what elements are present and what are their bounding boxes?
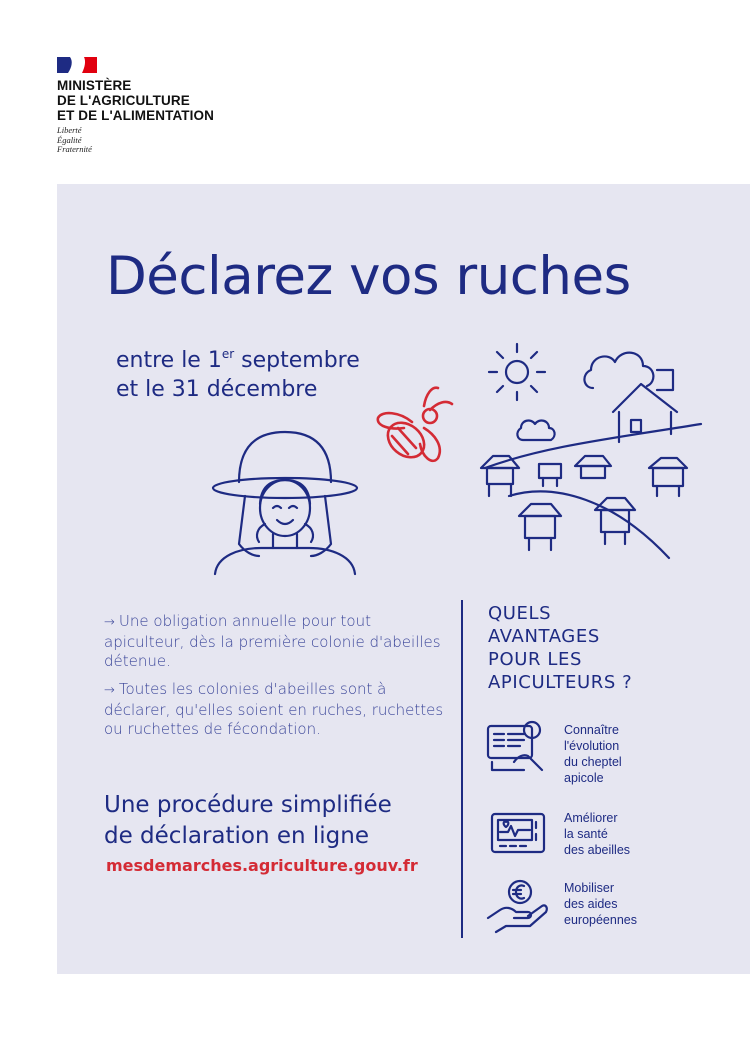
monitor-health-icon bbox=[484, 808, 550, 868]
declaration-url-link[interactable]: mesdemarches.agriculture.gouv.fr bbox=[106, 856, 418, 875]
advantages-heading-line: AVANTAGES bbox=[488, 626, 600, 647]
declaration-dates bbox=[116, 340, 360, 404]
poster-title: Déclarez vos ruches bbox=[106, 246, 631, 307]
dates-end-text: et le 31 décembre bbox=[116, 377, 318, 402]
bullet-text: Une obligation annuelle pour tout apiculteur, dès la première colonie d'abeilles détenue. bbox=[104, 612, 441, 670]
advantages-heading-line: APICULTEURS ? bbox=[488, 672, 633, 693]
bee-icon bbox=[372, 382, 462, 468]
advantage-line: européennes bbox=[564, 913, 637, 927]
ministry-line: DE L'AGRICULTURE bbox=[57, 93, 190, 108]
arrow-icon: → bbox=[104, 683, 115, 698]
advantage-line: Améliorer bbox=[564, 811, 618, 825]
dates-start-month: septembre bbox=[234, 348, 360, 373]
euro-hand-icon bbox=[484, 874, 550, 934]
advantages-heading-line: POUR LES bbox=[488, 649, 583, 670]
motto-line: Liberté bbox=[57, 125, 82, 135]
republic-motto bbox=[57, 126, 92, 155]
ordinal-suffix: er bbox=[221, 347, 235, 361]
ministry-name bbox=[57, 78, 257, 123]
advantages-heading-line: QUELS bbox=[488, 603, 552, 624]
advantages-heading bbox=[488, 602, 632, 694]
advantage-line: la santé bbox=[564, 827, 608, 841]
vertical-divider bbox=[461, 600, 463, 938]
advantage-line: apicole bbox=[564, 771, 604, 785]
ministry-line: ET DE L'ALIMENTATION bbox=[57, 108, 214, 123]
apiary-landscape-illustration-icon bbox=[465, 330, 705, 560]
motto-line: Fraternité bbox=[57, 144, 92, 154]
advantage-line: du cheptel bbox=[564, 755, 622, 769]
advantage-line: des abeilles bbox=[564, 843, 631, 857]
advantage-text bbox=[564, 880, 674, 928]
beekeeper-illustration-icon bbox=[205, 424, 365, 576]
advantage-line: Mobiliser bbox=[564, 881, 615, 895]
bullet-text: Toutes les colonies d'abeilles sont à déclarer, qu'elles soient en ruches, ruchettes ou ruchettes de fécondation. bbox=[104, 680, 444, 738]
advantage-text bbox=[564, 810, 674, 858]
dates-start-text: entre le 1 bbox=[116, 348, 222, 373]
procedure-heading bbox=[104, 790, 464, 852]
french-flag-logo bbox=[57, 57, 97, 73]
procedure-line: Une procédure simplifiée bbox=[104, 792, 392, 818]
advantage-line: l'évolution bbox=[564, 739, 620, 753]
arrow-icon: → bbox=[104, 615, 115, 630]
advantage-line: des aides bbox=[564, 897, 618, 911]
bullet-item bbox=[104, 680, 444, 740]
tablet-hand-icon bbox=[484, 716, 550, 776]
motto-line: Égalité bbox=[57, 134, 82, 145]
advantage-line: Connaître bbox=[564, 723, 619, 737]
procedure-line: de déclaration en ligne bbox=[104, 823, 370, 849]
ministry-line: MINISTÈRE bbox=[57, 78, 132, 93]
bullet-item bbox=[104, 612, 444, 672]
advantage-text bbox=[564, 722, 674, 786]
